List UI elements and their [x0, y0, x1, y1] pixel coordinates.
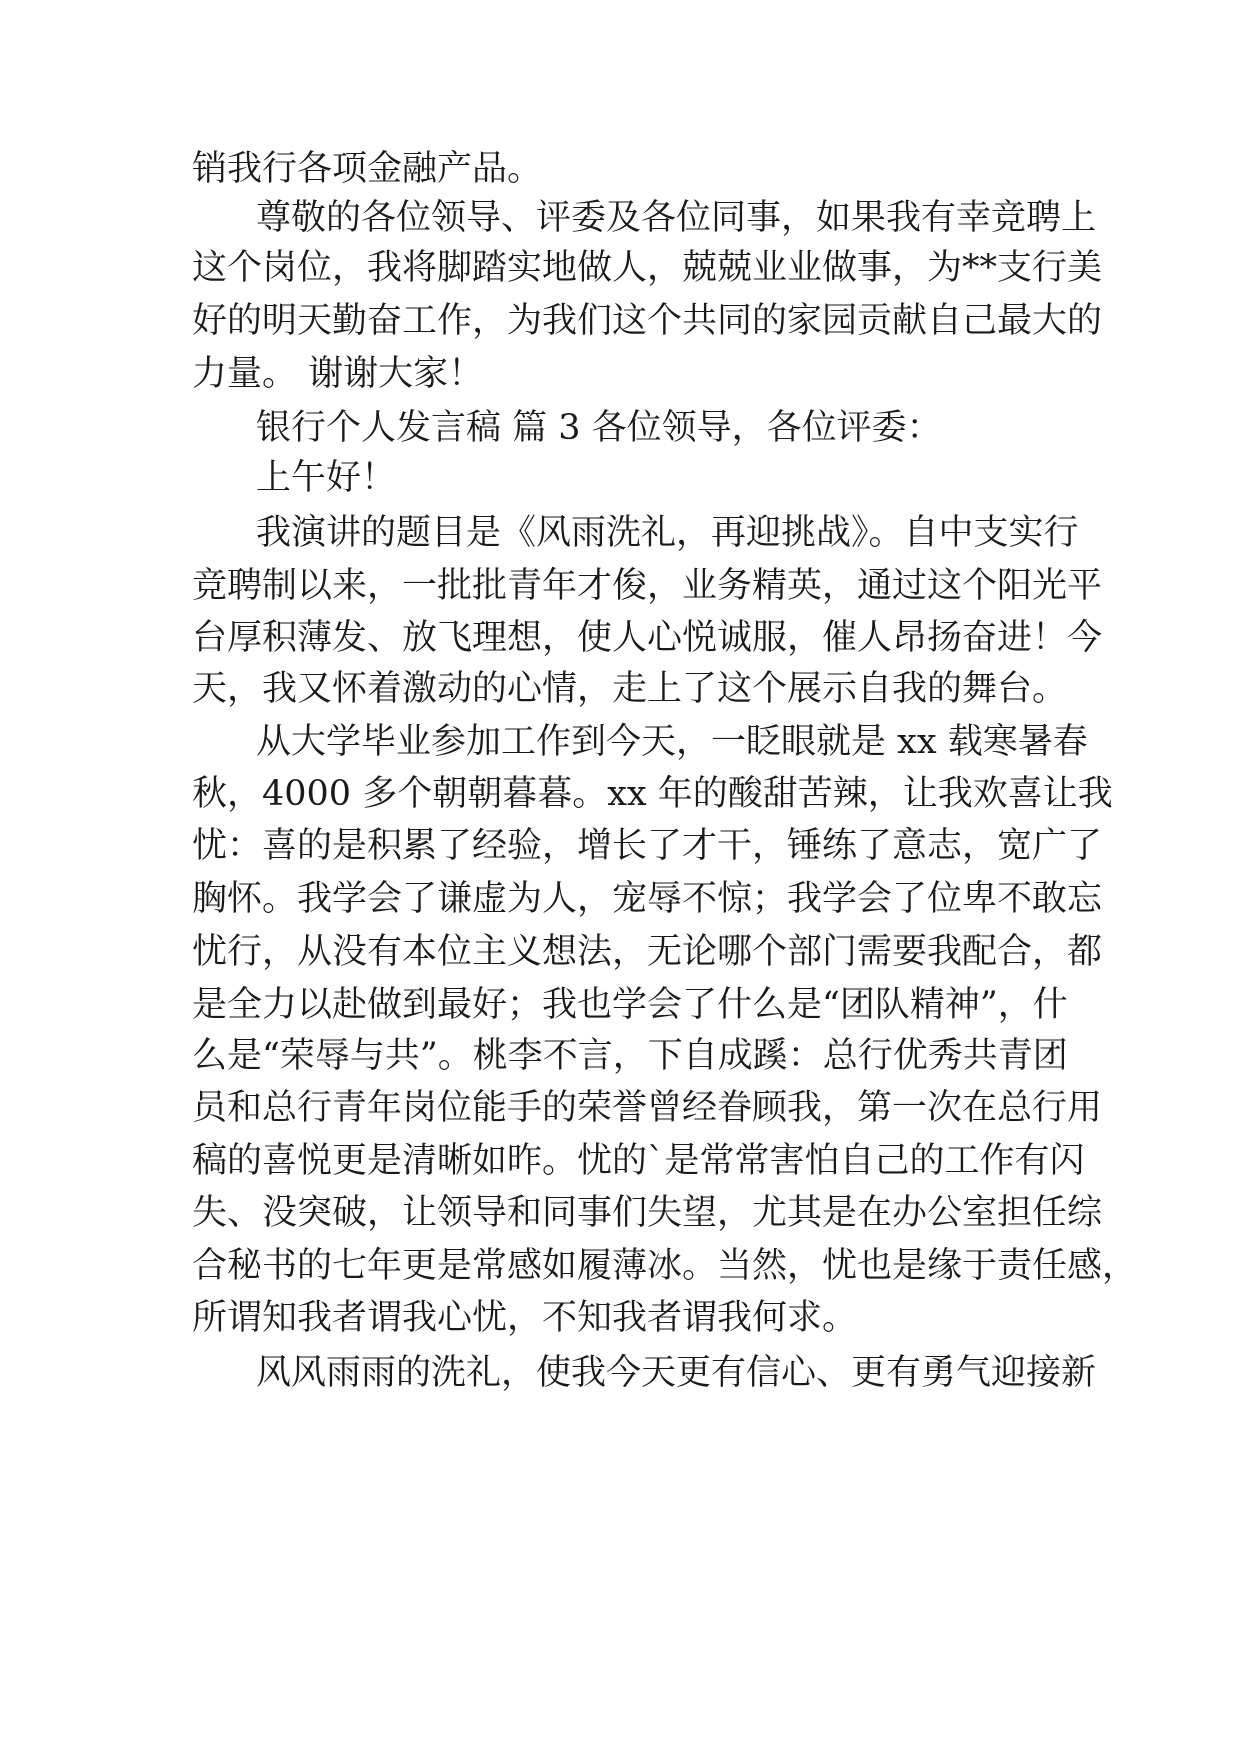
text-line: 秋，4000 多个朝朝暮暮。xx 年的酸甜苦辣，让我欢喜让我	[192, 774, 1113, 814]
text-line: 忧：喜的是积累了经验，增长了才干，锤练了意志，宽广了	[192, 826, 1103, 866]
text-line: 我演讲的题目是《风雨洗礼，再迎挑战》。自中支实行	[256, 513, 1079, 553]
text-line: 员和总行青年岗位能手的荣誉曾经眷顾我，第一次在总行用	[192, 1088, 1103, 1128]
text-line: 么是“荣辱与共”。桃李不言，下自成蹊：总行优秀共青团	[192, 1036, 1068, 1076]
text-line: 胸怀。我学会了谦虚为人，宠辱不惊；我学会了位卑不敢忘	[192, 879, 1103, 919]
text-line: 台厚积薄发、放飞理想，使人心悦诚服，催人昂扬奋进！今	[192, 618, 1103, 658]
text-line: 忧行，从没有本位主义想法，无论哪个部门需要我配合，都	[192, 932, 1103, 972]
text-line: 上午好！	[256, 458, 397, 498]
text-line: 销我行各项金融产品。	[192, 149, 543, 189]
text-line: 从大学毕业参加工作到今天，一眨眼就是 xx 载寒暑春	[256, 722, 1088, 762]
text-line: 风风雨雨的洗礼，使我今天更有信心、更有勇气迎接新	[256, 1353, 1097, 1393]
text-line: 尊敬的各位领导、评委及各位同事，如果我有幸竞聘上	[256, 198, 1097, 238]
text-line: 竞聘制以来，一批批青年才俊，业务精英，通过这个阳光平	[192, 566, 1103, 606]
text-line: 稿的喜悦更是清晰如昨。忧的`是常常害怕自己的工作有闪	[192, 1141, 1085, 1181]
text-line: 好的明天勤奋工作，为我们这个共同的家园贡献自己最大的	[192, 301, 1103, 341]
text-line: 银行个人发言稿 篇 3 各位领导，各位评委：	[256, 408, 942, 448]
text-line: 力量。 谢谢大家！	[192, 354, 484, 394]
text-line: 所谓知我者谓我心忧，不知我者谓我何求。	[192, 1298, 858, 1338]
text-line: 天，我又怀着激动的心情，走上了这个展示自我的舞台。	[192, 669, 1068, 709]
text-line: 是全力以赴做到最好；我也学会了什么是“团队精神”，什	[192, 985, 1068, 1025]
text-line: 失、没突破，让领导和同事们失望，尤其是在办公室担任综	[192, 1193, 1103, 1233]
text-line: 这个岗位，我将脚踏实地做人，兢兢业业做事，为**支行美	[192, 248, 1103, 288]
text-line: 合秘书的七年更是常感如履薄冰。当然，忧也是缘于责任感，	[192, 1246, 1138, 1286]
